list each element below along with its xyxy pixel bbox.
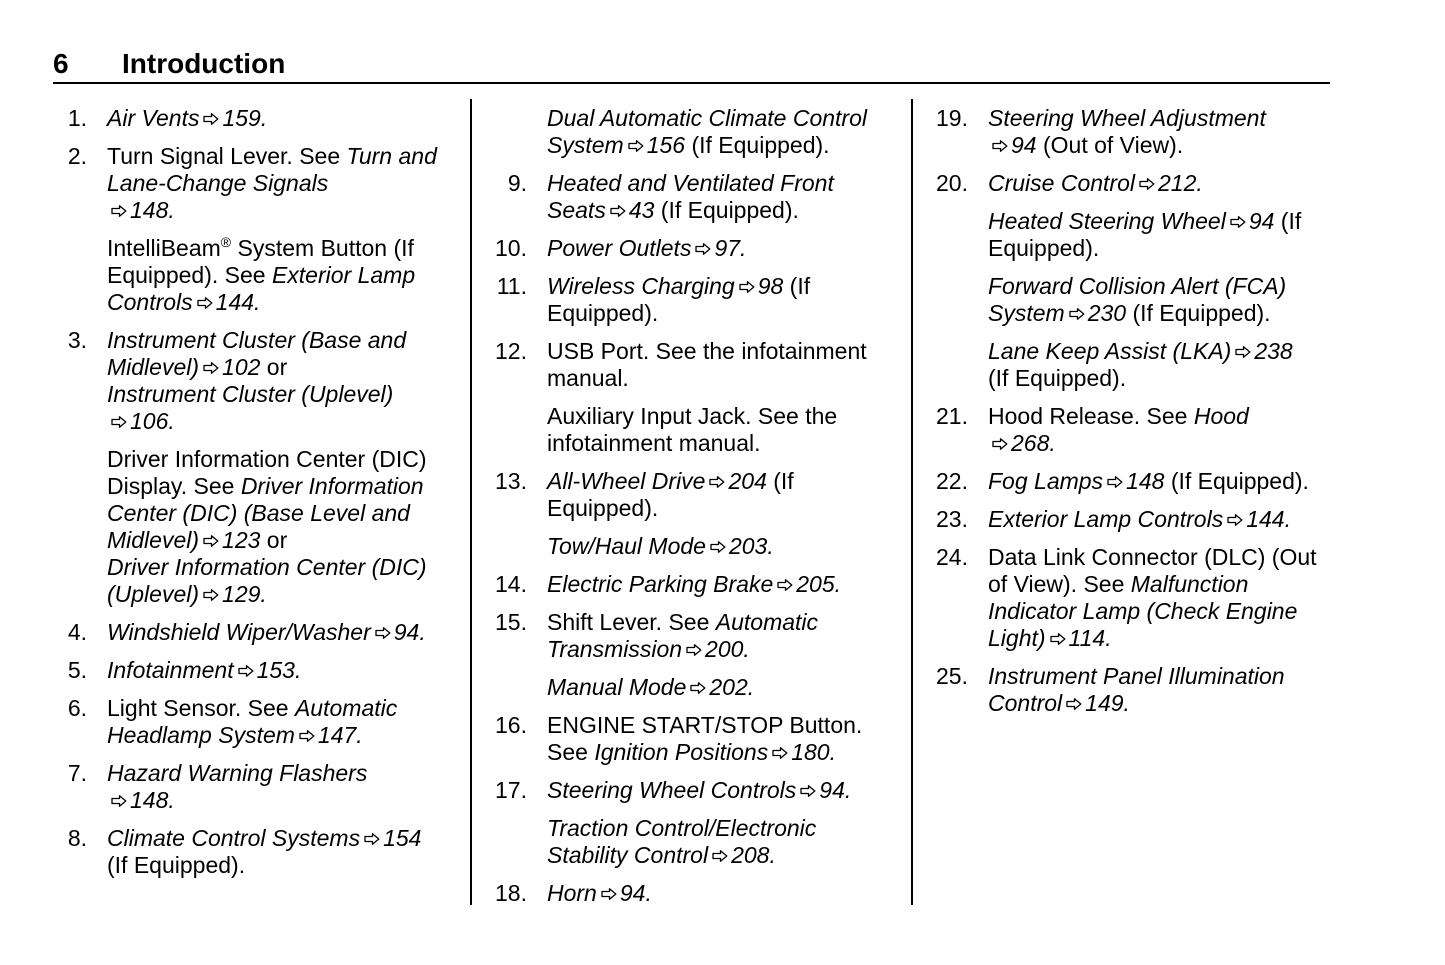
- page-reference-arrow-icon: [739, 281, 755, 293]
- legend-item: [934, 544, 1334, 652]
- cross-reference-text: 230: [1087, 300, 1127, 326]
- cross-reference-text: Steering Wheel Controls: [547, 777, 797, 803]
- cross-reference-text: 43: [628, 197, 655, 223]
- item-text: ENGINE START/STOP Button.: [547, 712, 863, 738]
- cross-reference-text: 94.: [393, 619, 426, 645]
- item-number: 9.: [507, 170, 527, 196]
- item-paragraph: [547, 880, 898, 907]
- item-text: (Out of View).: [1036, 132, 1184, 158]
- item-number: 24.: [936, 544, 968, 570]
- item-text: Shift Lever. See: [547, 609, 716, 635]
- cross-reference-text: 98: [757, 273, 784, 299]
- item-number: 11.: [496, 273, 527, 299]
- item-text: (If Equipped).: [654, 197, 799, 223]
- page-reference-arrow-icon: [111, 795, 127, 807]
- item-paragraph: [988, 663, 1334, 717]
- cross-reference-text: 149.: [1085, 690, 1130, 716]
- page-reference-arrow-icon: [1066, 698, 1082, 710]
- item-paragraph: [988, 506, 1334, 533]
- cross-reference-text: Steering Wheel Adjustment: [988, 105, 1266, 131]
- page-reference-arrow-icon: [1069, 308, 1085, 320]
- legend-item: [493, 338, 898, 457]
- cross-reference-text: Driver Information Center (DIC) (Uplevel): [107, 554, 427, 607]
- page-reference-arrow-icon: [777, 579, 793, 591]
- cross-reference-text: 159.: [222, 105, 268, 131]
- page-reference-arrow-icon: [710, 541, 726, 553]
- legend-item: [493, 170, 898, 224]
- page-reference-arrow-icon: [203, 535, 219, 547]
- cross-reference-text: 94: [1248, 208, 1275, 234]
- legend-item: [53, 105, 453, 132]
- legend-item: [493, 571, 898, 598]
- cross-reference-text: 97.: [714, 235, 747, 261]
- item-text: (If Equipped).: [988, 208, 1302, 261]
- page-reference-arrow-icon: [690, 682, 706, 694]
- item-paragraph: [107, 760, 453, 814]
- item-paragraph: [547, 235, 898, 262]
- cross-reference-text: Ignition Positions: [594, 739, 769, 765]
- item-paragraph: [988, 338, 1334, 392]
- legend-item: [493, 777, 898, 869]
- legend-item: [53, 760, 453, 814]
- item-number: 8.: [67, 825, 87, 851]
- legend-item: [53, 657, 453, 684]
- cross-reference-text: 144.: [215, 289, 261, 315]
- item-paragraph: [547, 170, 898, 224]
- cross-reference-text: Windshield Wiper/Washer: [107, 619, 371, 645]
- cross-reference-text: Power Outlets: [547, 235, 692, 261]
- page-reference-arrow-icon: [1050, 633, 1066, 645]
- item-text: IntelliBeam: [107, 235, 221, 261]
- chapter-title: Introduction: [122, 48, 286, 79]
- column-2: [493, 94, 898, 918]
- cross-reference-text: Traction Control/Electronic Stability Control: [547, 815, 817, 868]
- page-reference-arrow-icon: [992, 438, 1008, 450]
- item-text: or: [260, 354, 288, 380]
- item-text: (If Equipped).: [685, 132, 830, 158]
- cross-reference-text: 102: [222, 354, 261, 380]
- legend-item: [934, 506, 1334, 533]
- cross-reference-text: Hazard Warning Flashers: [107, 760, 368, 786]
- column-1: [53, 94, 453, 890]
- item-number: 15.: [495, 609, 527, 635]
- item-text: (If Equipped).: [988, 365, 1127, 391]
- page-reference-arrow-icon: [375, 627, 391, 639]
- cross-reference-text: Climate Control Systems: [107, 825, 361, 851]
- item-paragraph: [547, 674, 898, 701]
- item-paragraph: [988, 208, 1334, 262]
- cross-reference-text: 180.: [791, 739, 836, 765]
- item-text: (If Equipped).: [1126, 300, 1271, 326]
- page-number: 6: [53, 48, 69, 79]
- legend-item: [53, 143, 453, 316]
- cross-reference-text: 268.: [1011, 430, 1056, 456]
- legend-item: [53, 327, 453, 608]
- page-reference-arrow-icon: [203, 113, 219, 125]
- legend-item: [53, 695, 453, 749]
- item-text: Auxiliary Input Jack. See the infotainment manual.: [547, 403, 838, 456]
- cross-reference-text: Hood: [1193, 403, 1249, 429]
- cross-reference-text: Instrument Cluster (Base and Midlevel): [107, 327, 407, 380]
- legend-item: [53, 825, 453, 879]
- page-reference-arrow-icon: [800, 785, 816, 797]
- item-number: 6.: [67, 695, 87, 721]
- item-text: (If Equipped).: [547, 468, 794, 521]
- cross-reference-text: 94.: [619, 880, 652, 906]
- cross-reference-text: 94.: [819, 777, 852, 803]
- item-paragraph: [547, 338, 898, 392]
- cross-reference-text: 204: [728, 468, 767, 494]
- item-paragraph: [547, 273, 898, 327]
- cross-reference-text: Infotainment: [107, 657, 234, 683]
- cross-reference-text: Exterior Lamp Controls: [988, 506, 1224, 532]
- cross-reference-text: Cruise Control: [988, 170, 1135, 196]
- item-text: (If Equipped).: [107, 852, 246, 878]
- item-number: 19.: [936, 105, 968, 131]
- item-number: 1.: [67, 105, 87, 131]
- item-number: 10.: [495, 235, 527, 261]
- item-paragraph: [107, 143, 453, 224]
- cross-reference-text: Lane Keep Assist (LKA): [988, 338, 1232, 364]
- item-number: 22.: [936, 468, 968, 494]
- cross-reference-text: Electric Parking Brake: [547, 571, 774, 597]
- item-text: Light Sensor. See: [107, 695, 295, 721]
- item-number: 25.: [936, 663, 968, 689]
- cross-reference-text: 94: [1011, 132, 1037, 158]
- cross-reference-text: Heated and Ventilated Front Seats: [547, 170, 834, 223]
- page-reference-arrow-icon: [695, 243, 711, 255]
- column-3: [934, 94, 1334, 728]
- cross-reference-text: 144.: [1246, 506, 1291, 532]
- legend-item: [493, 273, 898, 327]
- cross-reference-text: 148.: [130, 787, 175, 813]
- cross-reference-text: 202.: [709, 674, 755, 700]
- item-number: 2.: [67, 143, 87, 169]
- page-reference-arrow-icon: [772, 747, 788, 759]
- cross-reference-text: Wireless Charging: [547, 273, 735, 299]
- page-header: [53, 46, 1330, 84]
- item-paragraph: [107, 657, 453, 684]
- item-text: (If Equipped).: [1164, 468, 1309, 494]
- item-paragraph: [547, 403, 898, 457]
- legend-item: [493, 468, 898, 560]
- item-text: Data Link Connector (DLC) (Out of View). See: [988, 544, 1317, 597]
- legend-item: [934, 105, 1334, 159]
- item-number: 14.: [495, 571, 527, 597]
- page-reference-arrow-icon: [111, 205, 127, 217]
- legend-item: [934, 170, 1334, 392]
- item-paragraph: [988, 273, 1334, 327]
- item-number: 7.: [67, 760, 87, 786]
- item-text: See: [547, 739, 595, 765]
- legend-item: [493, 712, 898, 766]
- cross-reference-text: Air Vents: [107, 105, 200, 131]
- page-reference-arrow-icon: [601, 888, 617, 900]
- cross-reference-text: Turn and Lane-Change Signals: [107, 143, 437, 196]
- item-paragraph: [547, 609, 898, 663]
- page-reference-arrow-icon: [1227, 514, 1243, 526]
- legend-item: [493, 609, 898, 701]
- cross-reference-text: Heated Steering Wheel: [988, 208, 1226, 234]
- item-paragraph: [107, 619, 453, 646]
- cross-reference-text: 200.: [705, 636, 750, 662]
- legend-item: [934, 663, 1334, 717]
- cross-reference-text: 205.: [796, 571, 842, 597]
- item-paragraph: [547, 777, 898, 804]
- item-number: 5.: [67, 657, 87, 683]
- cross-reference-text: Manual Mode: [547, 674, 687, 700]
- item-paragraph: [988, 544, 1334, 652]
- page-reference-arrow-icon: [197, 297, 213, 309]
- item-paragraph: [547, 105, 898, 159]
- cross-reference-text: Instrument Cluster (Uplevel): [107, 381, 394, 407]
- page-reference-arrow-icon: [1139, 178, 1155, 190]
- item-paragraph: [547, 571, 898, 598]
- item-number: 23.: [936, 506, 968, 532]
- cross-reference-text: All-Wheel Drive: [547, 468, 706, 494]
- cross-reference-text: Horn: [547, 880, 597, 906]
- cross-reference-text: 129.: [222, 581, 267, 607]
- item-text: System Button (If Equipped). See: [107, 235, 414, 288]
- column-divider: [911, 99, 913, 905]
- page-reference-arrow-icon: [364, 833, 380, 845]
- column-divider: [470, 99, 472, 905]
- item-paragraph: [988, 468, 1334, 495]
- cross-reference-text: Exterior Lamp Controls: [107, 262, 416, 315]
- page-reference-arrow-icon: [238, 665, 254, 677]
- page-reference-arrow-icon: [203, 589, 219, 601]
- cross-reference-text: 114.: [1068, 625, 1112, 651]
- item-paragraph: [547, 815, 898, 869]
- page-reference-arrow-icon: [992, 140, 1008, 152]
- item-text: or: [260, 527, 288, 553]
- item-paragraph: [988, 105, 1334, 159]
- legend-item: [53, 619, 453, 646]
- item-paragraph: [107, 105, 453, 132]
- cross-reference-text: Forward Collision Alert (FCA) System: [988, 273, 1287, 326]
- cross-reference-text: Automatic Headlamp System: [107, 695, 398, 748]
- cross-reference-text: 212.: [1158, 170, 1203, 196]
- cross-reference-text: 208.: [731, 842, 776, 868]
- item-number: 16.: [495, 712, 527, 738]
- item-paragraph: [107, 695, 453, 749]
- cross-reference-text: Driver Information Center (DIC) (Base Level and Midlevel): [107, 473, 424, 553]
- item-number: 18.: [495, 880, 527, 906]
- cross-reference-text: 153.: [256, 657, 302, 683]
- item-number: 13.: [495, 468, 527, 494]
- cross-reference-text: 203.: [728, 533, 774, 559]
- item-text: Turn Signal Lever. See: [107, 143, 347, 169]
- cross-reference-text: 148.: [130, 197, 175, 223]
- cross-reference-text: Fog Lamps: [988, 468, 1104, 494]
- cross-reference-text: 123: [222, 527, 261, 553]
- cross-reference-text: Dual Automatic Climate Control System: [547, 105, 867, 158]
- cross-reference-text: 156: [646, 132, 686, 158]
- item-paragraph: [547, 533, 898, 560]
- item-paragraph: [988, 403, 1334, 457]
- page-reference-arrow-icon: [203, 362, 219, 374]
- page-reference-arrow-icon: [1235, 346, 1251, 358]
- page-reference-arrow-icon: [709, 476, 725, 488]
- item-paragraph: [988, 170, 1334, 197]
- item-number: 4.: [67, 619, 87, 645]
- item-paragraph: [547, 468, 898, 522]
- item-number: 12.: [495, 338, 527, 364]
- item-text: (If Equipped).: [547, 273, 811, 326]
- item-number: 17.: [495, 777, 527, 803]
- item-paragraph: [107, 446, 453, 608]
- page-reference-arrow-icon: [1230, 216, 1246, 228]
- page-reference-arrow-icon: [111, 416, 127, 428]
- item-paragraph: [107, 825, 453, 879]
- item-text: Hood Release. See: [988, 403, 1194, 429]
- cross-reference-text: 106.: [130, 408, 175, 434]
- legend-item: [493, 880, 898, 907]
- item-paragraph: [547, 712, 898, 766]
- page-reference-arrow-icon: [686, 644, 702, 656]
- item-text: Driver Information Center (DIC) Display. See: [107, 446, 427, 499]
- item-number: 21.: [936, 403, 968, 429]
- cross-reference-text: 154: [383, 825, 422, 851]
- page-reference-arrow-icon: [1107, 476, 1123, 488]
- item-number: 20.: [936, 170, 968, 196]
- cross-reference-text: Tow/Haul Mode: [547, 533, 706, 559]
- cross-reference-text: 148: [1126, 468, 1165, 494]
- cross-reference-text: Instrument Panel Illumination Control: [988, 663, 1285, 716]
- legend-item: [493, 105, 898, 159]
- item-paragraph: [107, 235, 453, 316]
- registered-mark: ®: [220, 234, 232, 250]
- cross-reference-text: Automatic Transmission: [547, 609, 819, 662]
- item-number: 3.: [67, 327, 87, 353]
- legend-item: [493, 235, 898, 262]
- cross-reference-text: Malfunction Indicator Lamp (Check Engine Light): [988, 571, 1298, 651]
- item-paragraph: [107, 327, 453, 435]
- item-text: USB Port. See the infotainment manual.: [547, 338, 867, 391]
- page-reference-arrow-icon: [712, 850, 728, 862]
- page-reference-arrow-icon: [299, 730, 315, 742]
- page-reference-arrow-icon: [628, 140, 644, 152]
- legend-item: [934, 403, 1334, 457]
- page-reference-arrow-icon: [610, 205, 626, 217]
- legend-item: [934, 468, 1334, 495]
- cross-reference-text: 147.: [317, 722, 363, 748]
- cross-reference-text: 238: [1254, 338, 1293, 364]
